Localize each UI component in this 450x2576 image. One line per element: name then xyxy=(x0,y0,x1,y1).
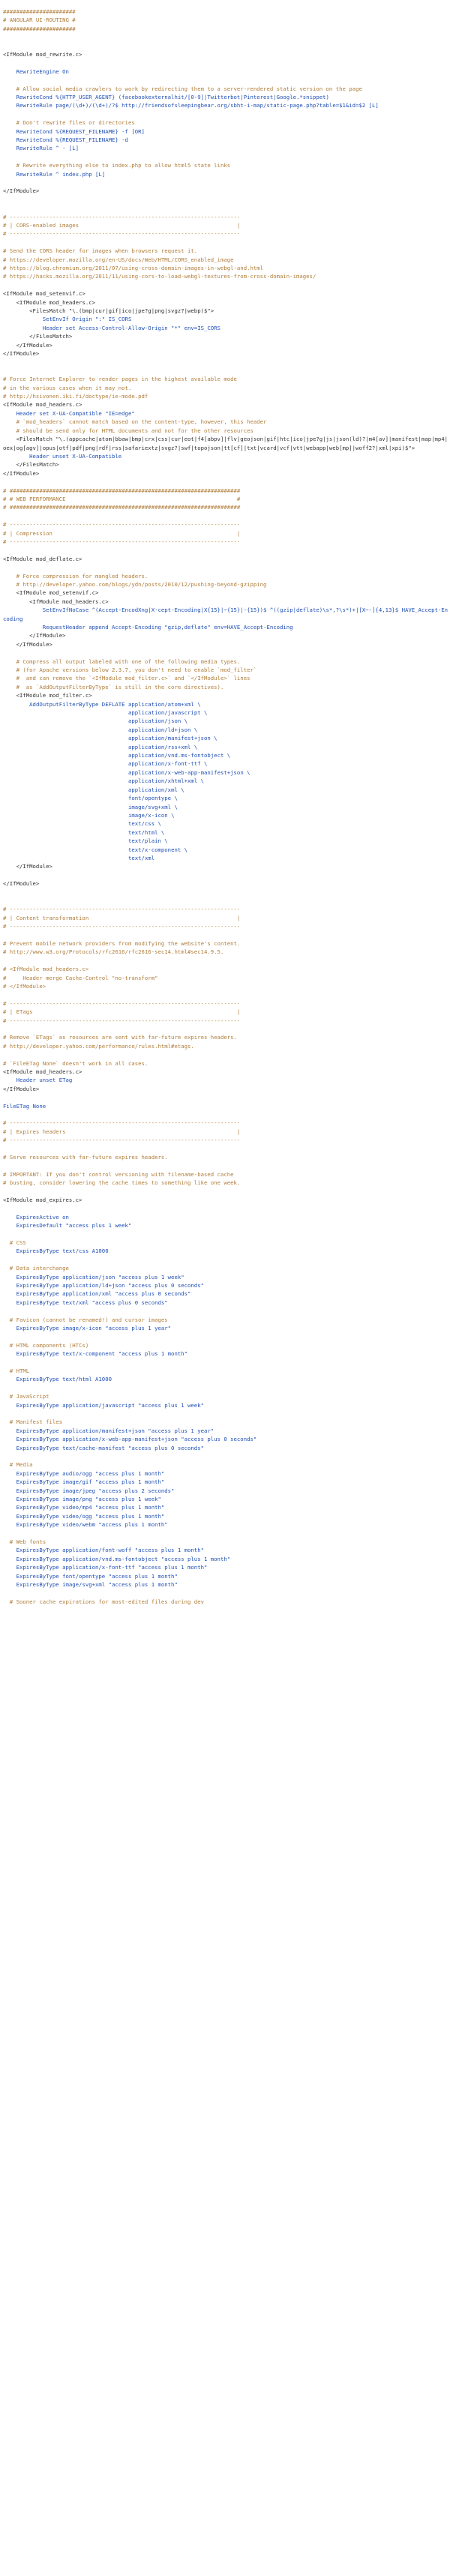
blank-line xyxy=(0,1230,450,1239)
directive-line: application/ld+json \ xyxy=(3,726,198,733)
blank-line xyxy=(0,1332,450,1340)
directive-line: RewriteCond %{HTTP_USER_AGENT} (facebookexternalhit/[0-9]|Twitterbot|Pinterest|Google.*snippet) xyxy=(3,94,329,100)
blank-line xyxy=(0,1093,450,1101)
blank-line xyxy=(0,358,450,366)
directive-line: text/plain \ xyxy=(3,837,168,845)
directive-line: ExpiresByType application/x-web-app-manifest+json "access plus 0 seconds" xyxy=(3,1436,257,1443)
section-tag-line: <IfModule mod_setenvif.c> xyxy=(3,290,86,298)
directive-line: application/javascript \ xyxy=(3,709,208,717)
comment-line: # Web fonts xyxy=(3,1538,46,1546)
blank-line xyxy=(0,1409,450,1418)
comment-line: # http://www.w3.org/Protocols/rfc2616/rfc2616-sec14.html#sec14.9.5. xyxy=(3,948,224,956)
blank-line xyxy=(0,153,450,161)
comment-line: # ---------------------------------------------------------------------- xyxy=(3,1017,241,1024)
comment-line: # https://blog.chromium.org/2011/07/using-cross-domain-images-in-webgl-and.html xyxy=(3,265,264,272)
blank-line xyxy=(0,888,450,897)
comment-line: # Rewrite everything else to index.php to allow html5 state links xyxy=(3,162,231,169)
blank-line xyxy=(0,1384,450,1392)
directive-line: ExpiresByType image/png "access plus 1 week" xyxy=(3,1496,161,1503)
comment-line: # ---------------------------------------------------------------------- xyxy=(3,230,241,238)
blank-line xyxy=(0,897,450,905)
directive-line: ExpiresByType application/javascript "access plus 1 week" xyxy=(3,1401,204,1409)
blank-line xyxy=(0,1110,450,1119)
comment-line: # # WEB PERFORMANCE # xyxy=(3,495,241,502)
comment-line: # http://hsivonen.iki.fi/doctype/ie-mode.pdf xyxy=(3,393,148,400)
directive-line: SetEnvIfNoCase ^(Accept-EncodXng|X-cept-Encoding|X{15}|~{15}|-{15})$ ^((gzip|deflate)\s*,?\s*)+|[X~-]{4,13}$ HAVE_Accept-Encoding xyxy=(3,607,448,622)
section-tag-line: <FilesMatch "\.(appcache|atom|bbaw|bmp|crx|css|cur|eot|f4[abpv]|flv|geojson|gif|htc|ico|jpe?g|js|json(ld)?|m4[av]|manifest|map|mp4|oex|og[agv]|opus|otf|pdf|png|rdf|rss|safariextz|svgz?|swf|topojson|tt[cf]|txt|vcard|vcf|vtt|webapp|web[mp]|woff2?|xml|xpi)$"> xyxy=(3,436,448,451)
comment-line: # JavaScript xyxy=(3,1393,50,1400)
comment-line: # should be send only for HTML documents and not for the other resources xyxy=(3,427,254,434)
directive-line: Header set X-UA-Compatible "IE=edge" xyxy=(3,409,135,417)
blank-line xyxy=(0,1145,450,1153)
section-tag-line: </FilesMatch> xyxy=(3,333,73,340)
comment-line: # HTML components (HTCs) xyxy=(3,1341,89,1349)
blank-line xyxy=(0,58,450,67)
directive-line: ExpiresByType text/html A1000 xyxy=(3,1376,112,1383)
comment-line: # | Content transformation | xyxy=(3,914,241,921)
section-tag-line: </IfModule> xyxy=(3,880,40,888)
directive-line: application/vnd.ms-fontobject \ xyxy=(3,752,231,759)
blank-line xyxy=(0,281,450,289)
comment-line: # Prevent mobile network providers from modifying the website's content. xyxy=(3,939,241,947)
directive-line: RewriteEngine On xyxy=(3,67,69,75)
comment-line: # http://developer.yahoo.com/performance/rules.html#etags. xyxy=(3,1042,194,1050)
directive-line: ExpiresByType application/manifest+json "access plus 1 year" xyxy=(3,1427,214,1434)
blank-line xyxy=(0,1161,450,1170)
blank-line xyxy=(0,42,450,50)
section-tag-line: <IfModule mod_rewrite.c> xyxy=(3,51,82,58)
blank-line xyxy=(0,512,450,520)
comment-line: # and can remove the `<IfModule mod_filter.c>` and `</IfModule>` lines xyxy=(3,675,250,682)
directive-line: text/css \ xyxy=(3,820,161,828)
comment-line: # Manifest files xyxy=(3,1418,63,1426)
directive-line: application/json \ xyxy=(3,717,188,725)
section-tag-line: <IfModule mod_headers.c> xyxy=(3,298,96,306)
directive-line: text/x-component \ xyxy=(3,846,188,853)
blank-line xyxy=(0,110,450,118)
blank-line xyxy=(0,871,450,879)
blank-line xyxy=(0,204,450,212)
directive-line: ExpiresByType application/x-font-ttf "access plus 1 month" xyxy=(3,1564,208,1571)
comment-line: # https://hacks.mozilla.org/2011/11/using-cors-to-load-webgl-textures-from-cross-domain-images/ xyxy=(3,273,316,280)
comment-line: # Force Internet Explorer to render pages in the highest available mode xyxy=(3,376,237,383)
directive-line: ExpiresByType application/ld+json "access plus 0 seconds" xyxy=(3,1282,204,1289)
comment-line: # Data interchange xyxy=(3,1265,69,1272)
comment-line: # ---------------------------------------------------------------------- xyxy=(3,923,241,930)
directive-line: application/xhtml+xml \ xyxy=(3,777,204,785)
directive-line: ExpiresDefault "access plus 1 week" xyxy=(3,1222,132,1230)
directive-line: ExpiresByType font/opentype "access plus 1 month" xyxy=(3,1572,178,1580)
blank-line xyxy=(0,1256,450,1264)
directive-line: text/xml xyxy=(3,854,155,861)
directive-line: application/rss+xml \ xyxy=(3,743,198,750)
comment-line: # Compress all output labeled with one of the following media types. xyxy=(3,657,241,665)
blank-line xyxy=(0,367,450,375)
comment-line: # ---------------------------------------------------------------------- xyxy=(3,1119,241,1127)
directive-line: ExpiresByType image/svg+xml "access plus 1 month" xyxy=(3,1581,178,1589)
directive-line: ExpiresByType video/ogg "access plus 1 month" xyxy=(3,1512,165,1520)
blank-line xyxy=(0,957,450,965)
directive-line: image/svg+xml \ xyxy=(3,803,178,810)
directive-line: Header set Access-Control-Allow-Origin "*" env=IS_CORS xyxy=(3,324,220,331)
blank-line xyxy=(0,648,450,657)
section-tag-line: <IfModule mod_deflate.c> xyxy=(3,555,82,562)
blank-line xyxy=(0,1307,450,1315)
comment-line: # </IfModule> xyxy=(3,982,46,990)
directive-line: RewriteRule ^ index.php [L] xyxy=(3,170,106,178)
directive-line: RewriteCond %{REQUEST_FILENAME} -d xyxy=(3,136,128,144)
directive-line: application/x-font-ttf \ xyxy=(3,760,208,768)
comment-line: # Favicon (cannot be renamed!) and cursor images xyxy=(3,1316,168,1323)
comment-line: # IMPORTANT: If you don't control versioning with filename-based cache xyxy=(3,1170,234,1178)
comment-line: # Sooner cache expirations for most-edited files during dev xyxy=(3,1598,204,1605)
directive-line: AddOutputFilterByType DEFLATE application/atom+xml \ xyxy=(3,700,201,708)
comment-line: # busting, consider lowering the cache times to something like one week. xyxy=(3,1179,241,1187)
comment-line: # Don't rewrite files or directories xyxy=(3,119,135,127)
section-tag-line: <IfModule mod_filter.c> xyxy=(3,692,92,699)
directive-line: ExpiresByType text/cache-manifest "access plus 0 seconds" xyxy=(3,1444,204,1451)
comment-line: # in the various cases when it may not. xyxy=(3,384,132,391)
directive-line: FileETag None xyxy=(3,1102,46,1110)
directive-line: application/x-web-app-manifest+json \ xyxy=(3,768,250,776)
comment-line: # | Compression | xyxy=(3,529,241,537)
section-tag-line: </IfModule> xyxy=(3,632,66,640)
section-tag-line: </IfModule> xyxy=(3,469,40,477)
directive-line: ExpiresActive on xyxy=(3,1213,69,1221)
section-tag-line: </FilesMatch> xyxy=(3,461,59,469)
directive-line: text/html \ xyxy=(3,828,165,836)
comment-line: # as `AddOutputFilterByType` is still in the core directives). xyxy=(3,683,224,690)
blank-line xyxy=(0,1358,450,1367)
blank-line xyxy=(0,1529,450,1538)
comment-line: # | Expires headers | xyxy=(3,1128,241,1135)
section-tag-line: <IfModule mod_headers.c> xyxy=(3,598,109,605)
blank-line xyxy=(0,546,450,554)
blank-line xyxy=(0,1188,450,1196)
comment-line: # HTML xyxy=(3,1367,30,1375)
blank-line xyxy=(0,478,450,486)
blank-line xyxy=(0,1452,450,1460)
comment-line: # ANGULAR UI-ROUTING # xyxy=(3,16,76,24)
comment-line: # https://developer.mozilla.org/en-US/docs/Web/HTML/CORS_enabled_image xyxy=(3,256,234,263)
blank-line xyxy=(0,931,450,939)
directive-line: SetEnvIf Origin ":" IS_CORS xyxy=(3,316,132,323)
section-tag-line: <IfModule mod_expires.c> xyxy=(3,1196,82,1203)
comment-line: # ---------------------------------------------------------------------- xyxy=(3,521,241,529)
directive-line: ExpiresByType application/xml "access plus 0 seconds" xyxy=(3,1290,191,1298)
section-tag-line: </IfModule> xyxy=(3,341,52,349)
section-tag-line: </IfModule> xyxy=(3,863,52,870)
directive-line: ExpiresByType image/x-icon "access plus 1 year" xyxy=(3,1325,172,1332)
blank-line xyxy=(0,238,450,247)
section-tag-line: </IfModule> xyxy=(3,640,52,648)
section-tag-line: <FilesMatch "\.(bmp|cur|gif|ico|jpe?g|png|svgz?|webp)$"> xyxy=(3,307,214,315)
directive-line: ExpiresByType text/css A1000 xyxy=(3,1248,109,1255)
comment-line: # <IfModule mod_headers.c> xyxy=(3,966,89,973)
directive-line: ExpiresByType audio/ogg "access plus 1 month" xyxy=(3,1469,165,1477)
comment-line: ###################### xyxy=(3,8,76,15)
comment-line: # http://developer.yahoo.com/blogs/ydn/posts/2010/12/pushing-beyond-gzipping xyxy=(3,580,267,588)
comment-line: # Header merge Cache-Control "no-transform" xyxy=(3,974,158,981)
comment-line: # ###################################################################### xyxy=(3,504,241,511)
blank-line xyxy=(0,1204,450,1212)
comment-line: # ###################################################################### xyxy=(3,487,241,494)
comment-line: # Allow social media crawlers to work by redirecting them to a server-rendered static version on the page xyxy=(3,85,362,92)
directive-line: ExpiresByType video/mp4 "access plus 1 month" xyxy=(3,1504,165,1511)
comment-line: # Media xyxy=(3,1461,33,1469)
blank-line xyxy=(0,196,450,204)
directive-line: RequestHeader append Accept-Encoding "gzip,deflate" env=HAVE_Accept-Encoding xyxy=(3,623,293,631)
directive-line: Header unset ETag xyxy=(3,1077,73,1084)
comment-line: # ---------------------------------------------------------------------- xyxy=(3,1137,241,1144)
directive-line: ExpiresByType video/webm "access plus 1 month" xyxy=(3,1521,168,1529)
directive-line: ExpiresByType text/x-component "access plus 1 month" xyxy=(3,1350,188,1358)
comment-line: # | ETags | xyxy=(3,1008,241,1016)
directive-line: font/opentype \ xyxy=(3,795,178,802)
directive-line: application/xml \ xyxy=(3,786,184,793)
blank-line xyxy=(0,990,450,999)
directive-line: application/manifest+json \ xyxy=(3,735,218,742)
blank-line xyxy=(0,1050,450,1059)
comment-line: # | CORS-enabled images | xyxy=(3,222,241,229)
comment-line: # CSS xyxy=(3,1239,26,1246)
section-tag-line: <IfModule mod_headers.c> xyxy=(3,1068,82,1075)
comment-line: # `mod_headers` cannot match based on the content-type, however, this header xyxy=(3,418,267,426)
section-tag-line: </IfModule> xyxy=(3,187,40,195)
directive-line: RewriteRule page/(\d+)/(\d+)/?$ http://friendsofsleepingbear.org/sbht-i-map/static-page.php?table=$1&id=$2 [L] xyxy=(3,102,379,109)
section-tag-line: <IfModule mod_headers.c> xyxy=(3,401,82,409)
section-tag-line: </IfModule> xyxy=(3,350,40,358)
blank-line xyxy=(0,1025,450,1033)
comment-line: # Serve resources with far-future expires headers. xyxy=(3,1153,168,1161)
directive-line: ExpiresByType image/jpeg "access plus 2 seconds" xyxy=(3,1487,175,1494)
comment-line: # ---------------------------------------------------------------------- xyxy=(3,999,241,1007)
comment-line: # Force compression for mangled headers. xyxy=(3,572,148,580)
directive-line: Header unset X-UA-Compatible xyxy=(3,452,122,460)
blank-line xyxy=(0,76,450,84)
comment-line: # `FileETag None` doesn't work in all cases. xyxy=(3,1059,148,1067)
directive-line: image/x-icon \ xyxy=(3,811,175,819)
comment-line: # (for Apache versions below 2.3.7, you don't need to enable `mod_filter` xyxy=(3,666,257,673)
blank-line xyxy=(0,563,450,571)
comment-line: ###################### xyxy=(3,25,76,32)
directive-line: ExpiresByType application/font-woff "access plus 1 month" xyxy=(3,1547,204,1554)
comment-line: # Remove `ETags` as resources are sent with far-future expires headers. xyxy=(3,1034,237,1041)
directive-line: RewriteCond %{REQUEST_FILENAME} -f [OR] xyxy=(3,127,145,135)
directive-line: ExpiresByType application/vnd.ms-fontobject "access plus 1 month" xyxy=(3,1555,231,1562)
comment-line: # ---------------------------------------------------------------------- xyxy=(3,906,241,913)
directive-line: RewriteRule ^ - [L] xyxy=(3,145,80,152)
comment-line: # Send the CORS header for images when browsers request it. xyxy=(3,247,198,255)
comment-line: # ---------------------------------------------------------------------- xyxy=(3,213,241,220)
directive-line: ExpiresByType image/gif "access plus 1 month" xyxy=(3,1478,165,1486)
blank-line xyxy=(0,1589,450,1598)
comment-line: # ---------------------------------------------------------------------- xyxy=(3,538,241,545)
section-tag-line: <IfModule mod_setenvif.c> xyxy=(3,589,99,597)
blank-line xyxy=(0,33,450,41)
blank-line xyxy=(0,178,450,187)
directive-line: ExpiresByType application/json "access plus 1 week" xyxy=(3,1273,184,1281)
directive-line: ExpiresByType text/xml "access plus 0 seconds" xyxy=(3,1298,168,1306)
section-tag-line: </IfModule> xyxy=(3,1085,40,1092)
